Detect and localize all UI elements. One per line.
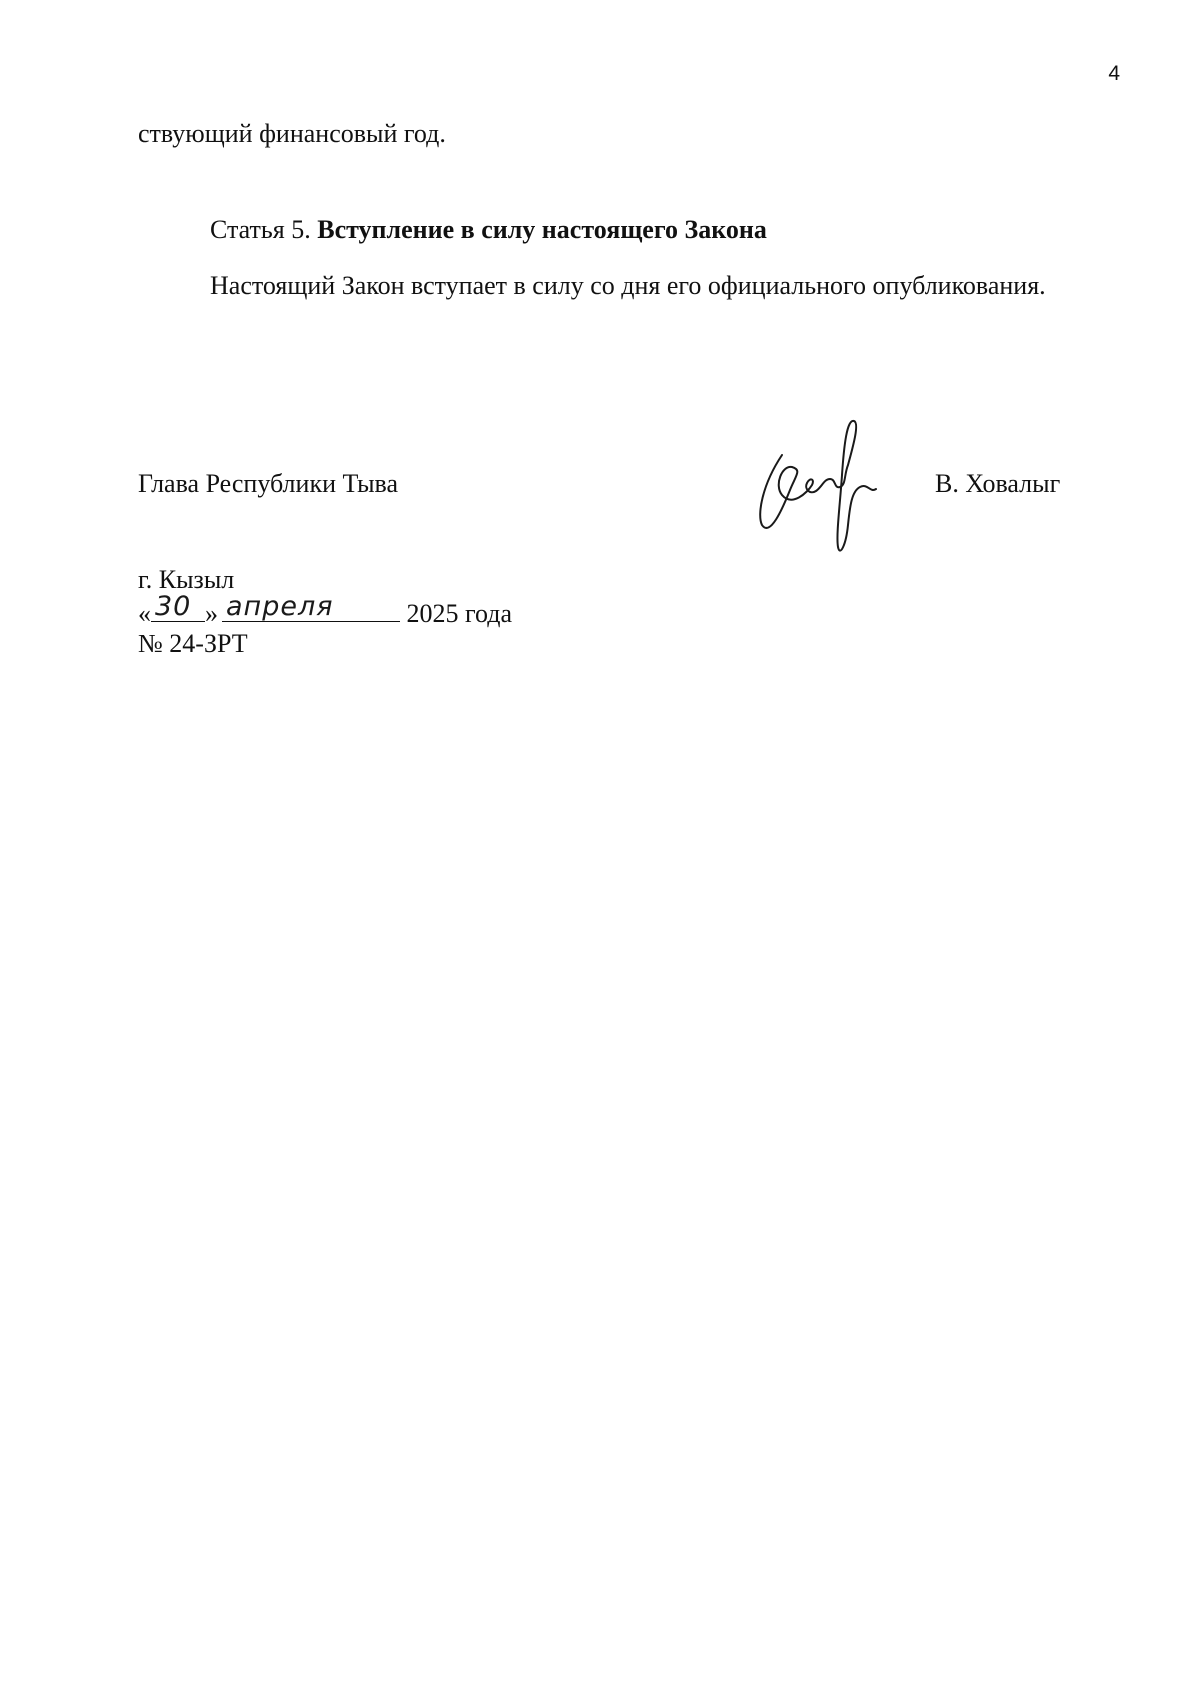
signatory-name: В. Ховалыг bbox=[935, 469, 1061, 498]
law-number: № 24-ЗРТ bbox=[138, 629, 248, 658]
article-title: Вступление в силу настоящего Закона bbox=[317, 215, 767, 244]
place-date-block bbox=[138, 565, 512, 659]
place-name: г. Кызыл bbox=[138, 565, 235, 594]
date-month-handwritten: апреля bbox=[226, 591, 334, 622]
article-paragraph: Настоящий Закон вступает в силу со дня его официального опубликования. bbox=[210, 271, 1046, 300]
page-number: 4 bbox=[1108, 62, 1120, 85]
signatory-position: Глава Республики Тыва bbox=[138, 469, 399, 498]
continuation-line: ствующий финансовый год. bbox=[138, 119, 446, 148]
date-open-quote: « bbox=[138, 599, 151, 628]
date-line bbox=[138, 591, 513, 629]
article-heading bbox=[210, 214, 767, 247]
date-day-field bbox=[151, 591, 205, 622]
date-month-field bbox=[222, 591, 400, 622]
date-close-quote: » bbox=[205, 599, 218, 628]
date-day-handwritten: 30 bbox=[155, 591, 192, 622]
handwritten-signature bbox=[752, 415, 892, 565]
article-label: Статья 5. bbox=[210, 215, 311, 244]
date-year: 2025 года bbox=[406, 599, 513, 628]
